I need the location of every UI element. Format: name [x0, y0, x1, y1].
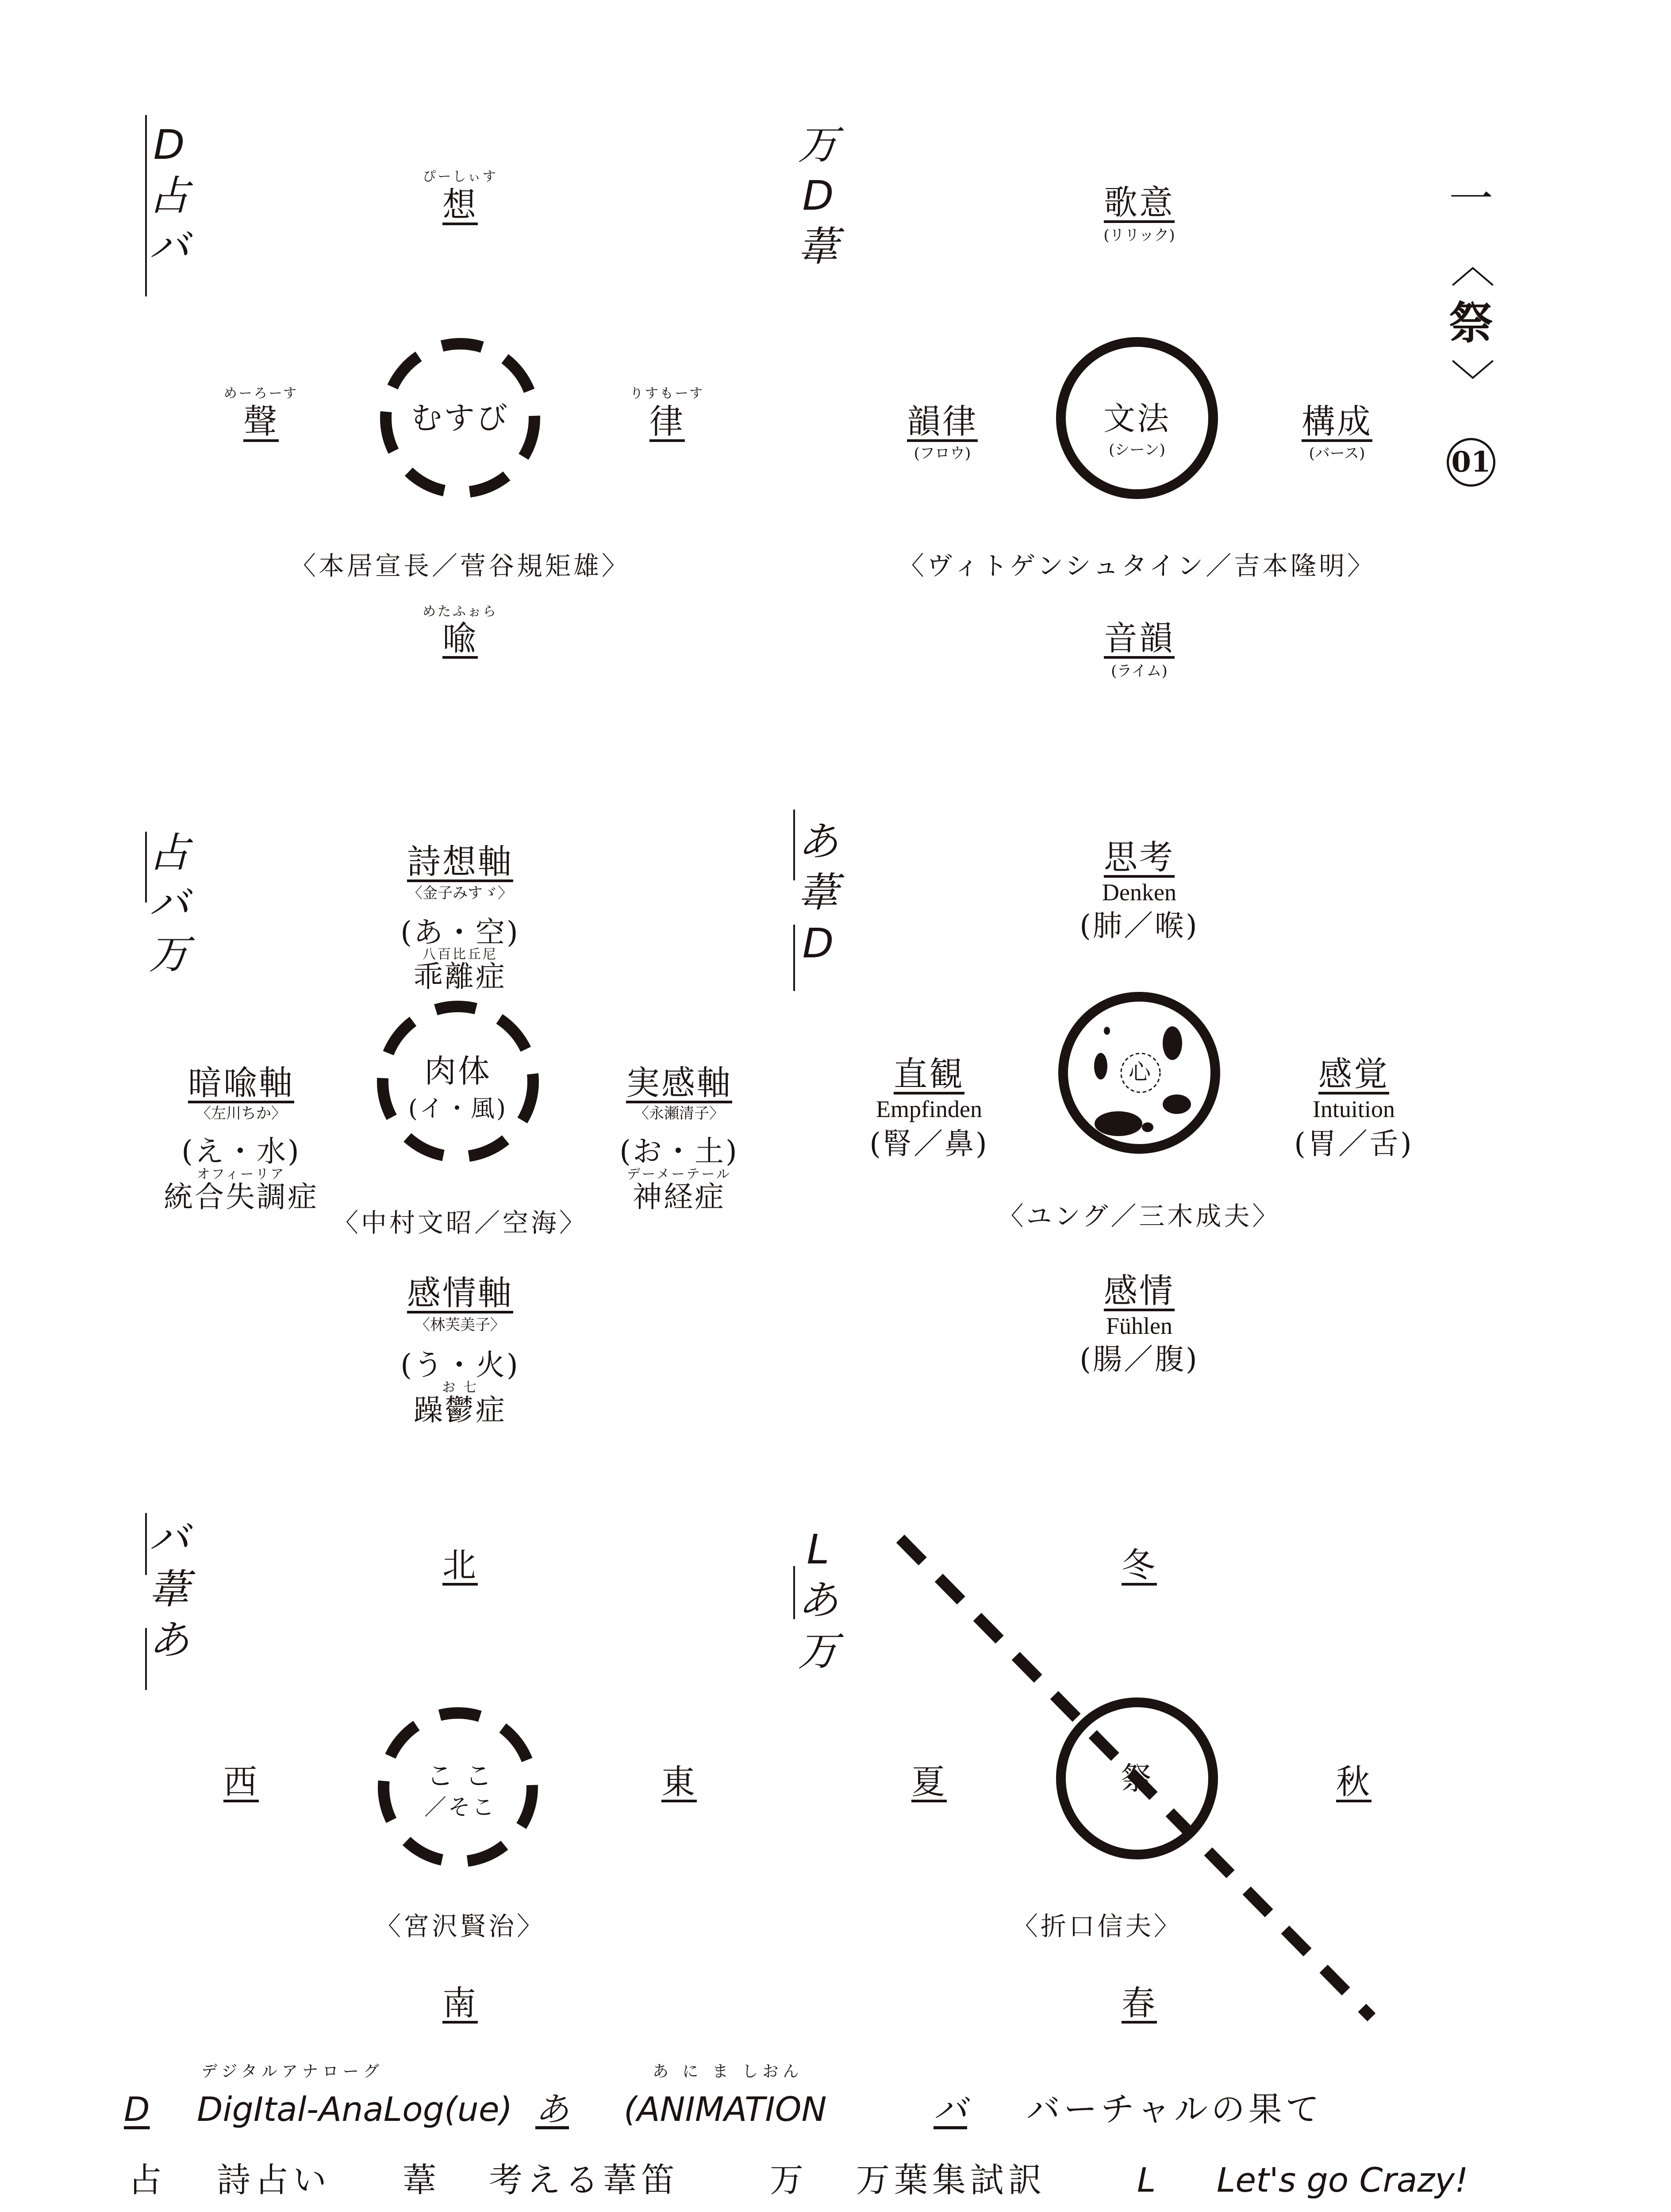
s3-right-word: 実感軸: [626, 1063, 732, 1102]
s5-center-soko: ／そこ: [424, 1794, 496, 1820]
s1-bottom-word: 喩: [442, 618, 478, 658]
mark-char: D: [153, 121, 185, 169]
s5-north: 北: [442, 1545, 478, 1585]
legend-key-uranai: 占: [128, 2160, 162, 2200]
s3-right-pair: (お・土): [619, 1134, 739, 1168]
s6-summer: 夏: [911, 1762, 947, 1801]
s3-right-syndrome: 神経症: [633, 1180, 726, 1214]
s3-top-word: 詩想軸: [407, 842, 513, 881]
s3-authors: 〈中村文昭／空海〉: [332, 1208, 588, 1238]
s3-left-sub: 〈左川ちか〉: [196, 1105, 286, 1122]
s4-bottom-organs: (腸／腹): [1079, 1342, 1199, 1376]
s1-top-word: 想: [442, 185, 478, 224]
legend-ruby-digital: デジタルアナローグ: [201, 2062, 384, 2081]
side-title-char: 祭: [1449, 297, 1493, 349]
s1-left-word: 聲: [243, 402, 279, 441]
mark-char: 占: [149, 829, 190, 876]
side-title-number: 01: [1447, 438, 1495, 487]
s6-spring: 春: [1122, 1983, 1157, 2023]
s4-top-organs: (肺／喉): [1079, 909, 1199, 943]
s3-bottom-syndrome: 躁鬱症: [414, 1393, 507, 1427]
s6-authors: 〈折口信夫〉: [1012, 1911, 1183, 1941]
s6-center-matsuri: 祭: [1121, 1760, 1153, 1797]
s2-center-sub: (シーン): [1109, 441, 1165, 459]
mark-char: 葦: [149, 1566, 190, 1613]
legend-text-uranai: 詩占い: [217, 2160, 331, 2200]
s1-authors: 〈本居宣長／菅谷規矩雄〉: [290, 551, 630, 581]
section5-mark: [141, 1513, 189, 1666]
mark-char: 万: [149, 931, 190, 978]
s1-right-word: 律: [649, 402, 685, 441]
mark-char: 占: [149, 172, 190, 219]
s1-bottom-ruby: めたふぉら: [423, 604, 498, 619]
legend-key-d: D: [124, 2089, 150, 2129]
s4-center-kokoro: 心: [1129, 1059, 1152, 1085]
s3-center-word: 肉体: [424, 1052, 492, 1090]
legend-key-ba: バ: [933, 2089, 967, 2129]
mark-char: 万: [798, 121, 839, 169]
s4-top-en: Denken: [1102, 879, 1176, 906]
s3-bottom-word: 感情軸: [407, 1273, 513, 1313]
mark-char: L: [807, 1526, 830, 1573]
s2-top-word: 歌意: [1104, 183, 1175, 222]
legend-key-a: あ: [535, 2089, 569, 2129]
legend-text-crazy: Let's go Crazy!: [1217, 2160, 1468, 2200]
mark-char: D: [802, 172, 834, 219]
s3-top-syndrome: 乖離症: [414, 960, 507, 994]
s2-left-sub: (フロウ): [914, 445, 971, 462]
s5-west: 西: [223, 1762, 259, 1801]
mark-char: 葦: [798, 869, 839, 916]
section3-mark: [141, 827, 189, 980]
legend-key-l: L: [1137, 2160, 1156, 2200]
s2-left-word: 韻律: [907, 402, 978, 441]
mark-char: 葦: [798, 223, 839, 270]
s3-bottom-sub: 〈林芙美子〉: [415, 1316, 505, 1334]
s3-top-sub: 〈金子みすゞ〉: [407, 884, 513, 902]
s4-bottom-word: 感情: [1104, 1271, 1175, 1310]
mark-char: あ: [798, 818, 839, 865]
s3-left-word: 暗喩軸: [188, 1063, 294, 1102]
s2-bottom-sub: (ライム): [1111, 662, 1168, 680]
s5-center-koko: こ こ: [426, 1761, 494, 1792]
legend-text-animation: (ANIMATION: [624, 2089, 827, 2129]
s6-winter: 冬: [1122, 1545, 1157, 1585]
mark-char: D: [802, 920, 834, 967]
s4-left-word: 直観: [894, 1054, 964, 1094]
legend-key-ashi: 葦: [403, 2160, 436, 2200]
s4-right-en: Intuition: [1313, 1096, 1395, 1122]
s4-bottom-en: Fühlen: [1106, 1313, 1173, 1339]
s3-left-ruby: オフィーリア: [196, 1167, 286, 1182]
s1-top-ruby: ぴーしぃす: [423, 169, 498, 184]
s2-authors: 〈ヴィトゲンシュタイン／吉本隆明〉: [898, 551, 1376, 581]
s5-authors: 〈宮沢賢治〉: [375, 1911, 545, 1941]
legend-text-digital: DigItal-AnaLog(ue): [197, 2089, 513, 2129]
side-title-close: 〉: [1445, 358, 1497, 403]
s3-left-pair: (え・水): [181, 1134, 301, 1168]
s1-left-ruby: めーろーす: [223, 386, 299, 401]
s4-right-word: 感覚: [1318, 1054, 1389, 1094]
s4-left-en: Empfinden: [876, 1096, 982, 1122]
section4-mark: [790, 816, 838, 969]
s3-top-pair: (あ・空): [400, 915, 520, 949]
legend-ruby-animation: あ に ま しおん: [653, 2062, 803, 2081]
s3-top-ruby: 八百比丘尼: [423, 947, 498, 962]
s3-right-ruby: デーメーテール: [627, 1167, 731, 1182]
section6-mark: [790, 1524, 838, 1677]
s3-bottom-pair: (う・火): [400, 1348, 520, 1382]
section2-mark: [790, 119, 838, 272]
s6-autumn: 秋: [1336, 1762, 1371, 1801]
mark-char: バ: [149, 880, 190, 927]
s3-center-sub: (イ・風): [408, 1094, 508, 1122]
side-title: [1433, 173, 1509, 487]
s4-authors: 〈ユング／三木成夫〉: [998, 1201, 1281, 1231]
legend-text-virtual: バーチャルの果て: [1026, 2089, 1323, 2129]
legend-text-ashibue: 考える葦笛: [489, 2160, 679, 2200]
s1-center-text: むすび: [411, 400, 509, 436]
mark-char: バ: [149, 1515, 190, 1562]
s5-east: 東: [661, 1762, 697, 1801]
mark-char: 万: [798, 1628, 839, 1675]
mark-char: バ: [149, 223, 190, 270]
s2-right-sub: (バース): [1309, 445, 1365, 462]
mark-char: あ: [798, 1577, 839, 1624]
side-title-open: 〈: [1445, 243, 1497, 288]
mark-char: あ: [149, 1617, 190, 1664]
s3-bottom-ruby: お 七: [442, 1380, 478, 1395]
s5-south: 南: [442, 1983, 478, 2023]
s3-right-sub: 〈永瀬清子〉: [634, 1105, 724, 1122]
s2-top-sub: (リリック): [1103, 227, 1175, 244]
s4-top-word: 思考: [1104, 837, 1175, 877]
s3-left-syndrome: 統合失調症: [164, 1180, 319, 1214]
s4-right-organs: (胃／舌): [1294, 1127, 1414, 1161]
legend-key-man: 万: [770, 2160, 803, 2200]
s2-center-word: 文法: [1103, 400, 1171, 437]
legend-text-manyo: 万葉集試訳: [856, 2160, 1046, 2200]
side-title-dash: 一: [1449, 173, 1493, 225]
s4-left-organs: (腎／鼻): [869, 1127, 989, 1161]
s2-bottom-word: 音韻: [1104, 618, 1175, 658]
s2-right-word: 構成: [1302, 402, 1372, 441]
section1-mark: [141, 119, 189, 272]
s1-right-ruby: りすもーす: [630, 386, 705, 401]
